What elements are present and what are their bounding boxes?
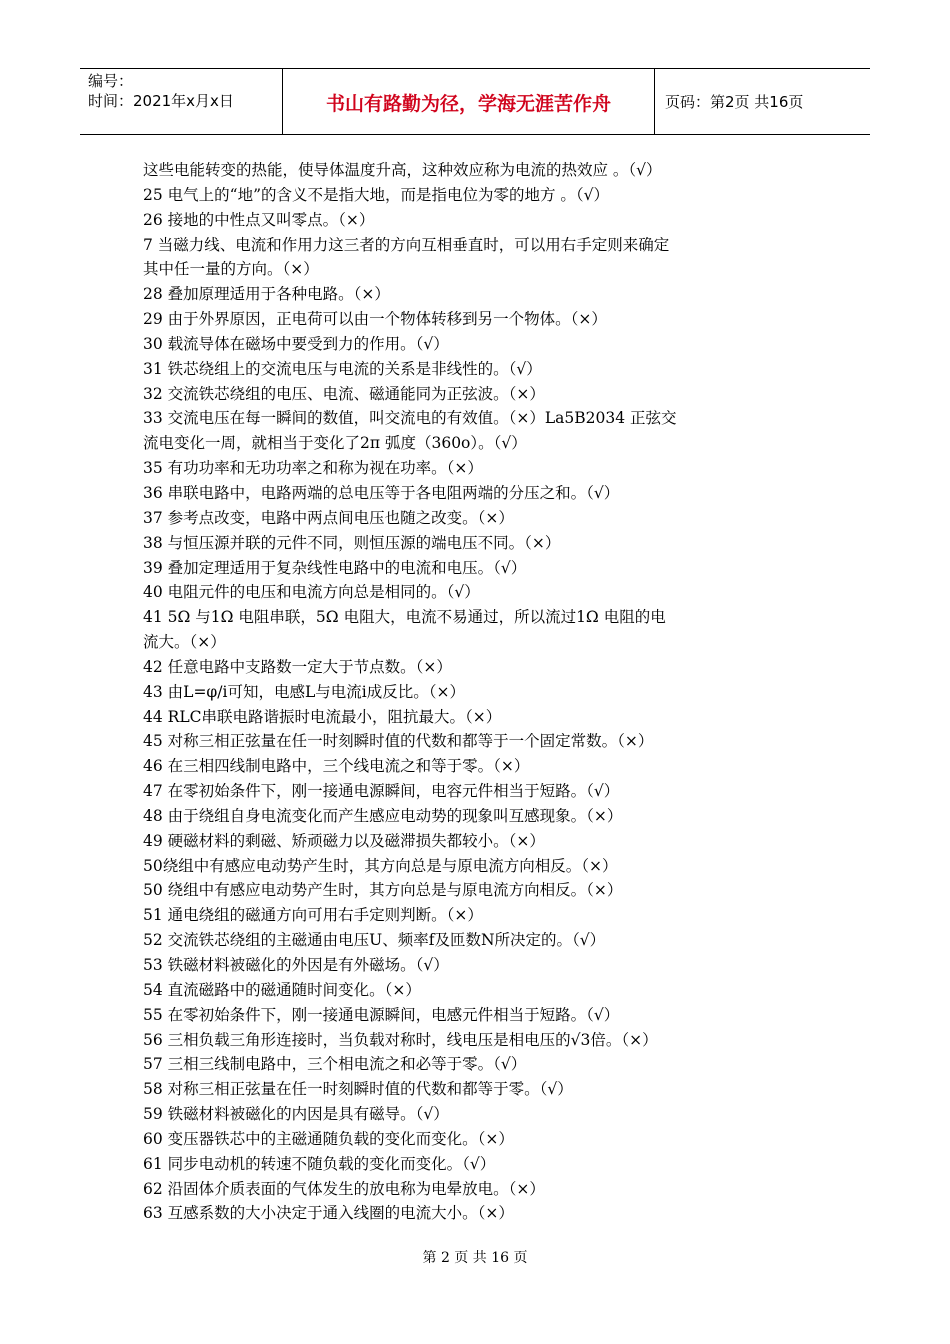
- text-line: 49 硬磁材料的剩磁、矫顽磁力以及磁滞损失都较小。（×）: [143, 831, 545, 850]
- text-line: 50绕组中有感应电动势产生时，其方向总是与原电流方向相反。（×）: [143, 856, 618, 875]
- document-body: [143, 158, 813, 1226]
- text-line: 39 叠加定理适用于复杂线性电路中的电流和电压。（√）: [143, 558, 527, 577]
- header-motto: 书山有路勤为径，学海无涯苦作舟: [283, 69, 655, 134]
- text-line: 55 在零初始条件下，刚一接通电源瞬间，电感元件相当于短路。（√）: [143, 1005, 620, 1024]
- text-line: 29 由于外界原因，正电荷可以由一个物体转移到另一个物体。（×）: [143, 310, 607, 329]
- text-line: 7 当磁力线、电流和作用力这三者的方向互相垂直时，可以用右手定则来确定: [143, 235, 670, 254]
- text-line: 流大。（×）: [143, 633, 226, 652]
- text-line: 62 沿固体介质表面的气体发生的放电称为电晕放电。（×）: [143, 1179, 545, 1198]
- text-line: 59 铁磁材料被磁化的内因是具有磁导。（√）: [143, 1105, 449, 1124]
- text-line: 45 对称三相正弦量在任一时刻瞬时值的代数和都等于一个固定常数。（×）: [143, 732, 654, 751]
- text-line: 26 接地的中性点又叫零点。（×）: [143, 210, 375, 229]
- text-line: 35 有功功率和无功功率之和称为视在功率。（×）: [143, 459, 483, 478]
- page-header: [80, 68, 870, 135]
- text-line: 40 电阻元件的电压和电流方向总是相同的。（√）: [143, 583, 480, 602]
- text-line: 43 由L=φ/i可知，电感L与电流i成反比。（×）: [143, 682, 465, 701]
- text-line: 25 电气上的“地”的含义不是指大地，而是指电位为零的地方 。（√）: [143, 185, 610, 204]
- text-line: 其中任一量的方向。（×）: [143, 260, 319, 279]
- header-meta: [80, 69, 283, 134]
- text-line: 51 通电绕组的磁通方向可用右手定则判断。（×）: [143, 906, 483, 925]
- text-line: 30 载流导体在磁场中要受到力的作用。（√）: [143, 334, 449, 353]
- text-line: 60 变压器铁芯中的主磁通随负载的变化而变化。（×）: [143, 1129, 514, 1148]
- text-line: 38 与恒压源并联的元件不同，则恒压源的端电压不同。（×）: [143, 533, 561, 552]
- text-line: 32 交流铁芯绕组的电压、电流、磁通能同为正弦波。（×）: [143, 384, 545, 403]
- text-line: 流电变化一周，就相当于变化了2π 弧度（360o）。（√）: [143, 434, 527, 453]
- text-line: 56 三相负载三角形连接时，当负载对称时，线电压是相电压的√3倍。（×）: [143, 1030, 658, 1049]
- header-page-info: 页码：第2页 共16页: [665, 93, 804, 111]
- text-line: 44 RLC串联电路谐振时电流最小，阻抗最大。（×）: [143, 707, 502, 726]
- text-line: 48 由于绕组自身电流变化而产生感应电动势的现象叫互感现象。（×）: [143, 806, 623, 825]
- text-line: 33 交流电压在每一瞬间的数值，叫交流电的有效值。（×）La5B2034 正弦交: [143, 409, 677, 428]
- text-line: 54 直流磁路中的磁通随时间变化。（×）: [143, 980, 421, 999]
- text-line: 46 在三相四线制电路中，三个线电流之和等于零。（×）: [143, 757, 530, 776]
- text-line: 37 参考点改变，电路中两点间电压也随之改变。（×）: [143, 508, 514, 527]
- text-line: 52 交流铁芯绕组的主磁通由电压U、频率f及匝数N所决定的。（√）: [143, 931, 606, 950]
- code-label: 编号：: [88, 72, 134, 90]
- text-line: 50 绕组中有感应电动势产生时，其方向总是与原电流方向相反。（×）: [143, 881, 623, 900]
- text-line: 47 在零初始条件下，刚一接通电源瞬间，电容元件相当于短路。（√）: [143, 782, 620, 801]
- text-line: 57 三相三线制电路中，三个相电流之和必等于零。（√）: [143, 1055, 527, 1074]
- text-line: 41 5Ω 与1Ω 电阻串联，5Ω 电阻大，电流不易通过，所以流过1Ω 电阻的电: [143, 608, 666, 627]
- page-footer: 第 2 页 共 16 页: [422, 1250, 528, 1266]
- text-line: 28 叠加原理适用于各种电路。（×）: [143, 285, 390, 304]
- text-line: 61 同步电动机的转速不随负载的变化而变化。（√）: [143, 1154, 496, 1173]
- text-line: 63 互感系数的大小决定于通入线圈的电流大小。（×）: [143, 1204, 514, 1223]
- text-line: 53 铁磁材料被磁化的外因是有外磁场。（√）: [143, 956, 449, 974]
- text-line: 58 对称三相正弦量在任一时刻瞬时值的代数和都等于零。（√）: [143, 1080, 573, 1099]
- text-line: 这些电能转变的热能，使导体温度升高，这种效应称为电流的热效应 。（√）: [143, 161, 662, 179]
- text-line: 42 任意电路中支路数一定大于节点数。（×）: [143, 657, 452, 676]
- text-line: 36 串联电路中，电路两端的总电压等于各电阻两端的分压之和。（√）: [143, 483, 620, 502]
- date-label: 时间：2021年x月x日: [88, 92, 234, 110]
- text-line: 31 铁芯绕组上的交流电压与电流的关系是非线性的。（√）: [143, 359, 542, 378]
